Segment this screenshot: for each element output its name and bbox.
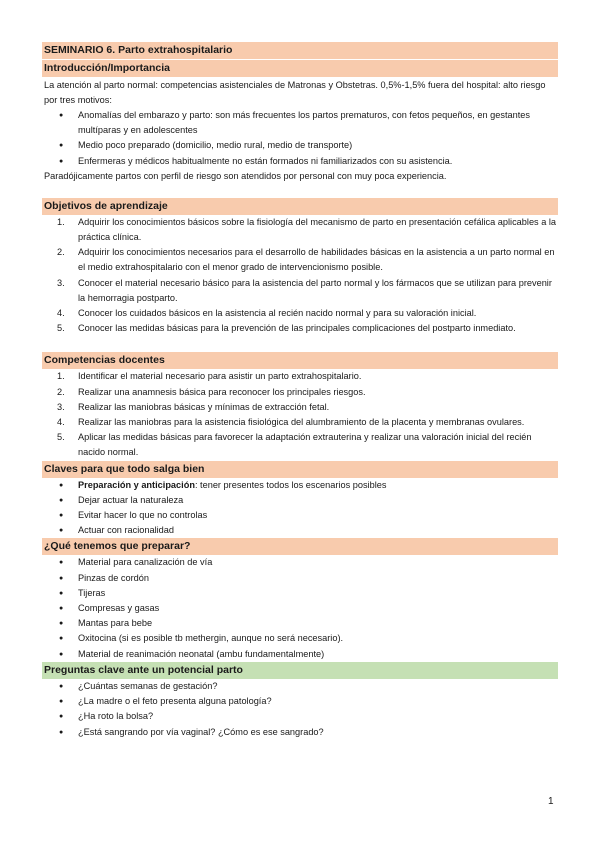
intro-heading: Introducción/Importancia (42, 60, 558, 77)
list-item: ● Enfermeras y médicos habitualmente no están formados ni familiarizados con su asistencia. (42, 154, 558, 169)
list-item (42, 415, 558, 430)
intro-closing: Paradójicamente partos con perfil de riesgo son atendidos por personal con muy poca experiencia. (44, 170, 447, 181)
document-title: SEMINARIO 6. Parto extrahospitalario (42, 42, 558, 59)
list-item (42, 215, 558, 245)
preparar-heading: ¿Qué tenemos que preparar? (42, 538, 558, 555)
list-item: ● Tijeras (42, 586, 558, 601)
item-number: 1. (57, 216, 65, 227)
item-text: Realizar las maniobras básicas y mínimas de extracción fetal. (78, 401, 330, 412)
list-item (42, 430, 558, 460)
item-number: 4. (57, 417, 65, 428)
preparar-list (42, 555, 558, 661)
item-number: 2. (57, 247, 65, 258)
preguntas-heading: Preguntas clave ante un potencial parto (42, 662, 558, 679)
item-number: 5. (57, 432, 65, 443)
list-item (42, 400, 558, 415)
list-item: ● ¿Está sangrando por vía vaginal? ¿Cómo es ese sangrado? (42, 725, 558, 740)
list-item (42, 276, 558, 306)
item-number: 3. (57, 277, 65, 288)
item-text: Conocer los cuidados básicos en la asistencia al recién nacido normal y para su valoración inicial. (78, 308, 477, 319)
item-number: 5. (57, 323, 65, 334)
item-text: Realizar una anamnesis básica para reconocer los principales riesgos. (78, 386, 366, 397)
competencias-heading: Competencias docentes (42, 352, 558, 369)
item-number: 3. (57, 401, 65, 412)
claves-heading: Claves para que todo salga bien (42, 461, 558, 478)
preguntas-list (42, 679, 558, 740)
item-text: Realizar las maniobras para la asistencia fisiológica del alumbramiento de la placenta y membranas ovulares. (78, 417, 525, 428)
item-number: 2. (57, 386, 65, 397)
list-item (42, 369, 558, 384)
list-item: ● ¿Ha roto la bolsa? (42, 709, 558, 724)
list-item: ● ¿Cuántas semanas de gestación? (42, 679, 558, 694)
item-text: Adquirir los conocimientos necesarios para el desarrollo de habilidades básicas en la asistencia a un parto normal en el medio extrahospitalario con el menor grado de intervencionismo posible. (78, 247, 555, 273)
list-item (42, 245, 558, 275)
list-item: ● Pinzas de cordón (42, 571, 558, 586)
document-page (42, 42, 558, 740)
list-item (42, 321, 558, 336)
list-item: ● Material de reanimación neonatal (ambu fundamentalmente) (42, 647, 558, 662)
objetivos-list (42, 215, 558, 337)
list-item: ● Medio poco preparado (domicilio, medio rural, medio de transporte) (42, 138, 558, 153)
list-item: ● ¿La madre o el feto presenta alguna patología? (42, 694, 558, 709)
item-number: 4. (57, 308, 65, 319)
list-item: ● Dejar actuar la naturaleza (42, 493, 558, 508)
item-text: Adquirir los conocimientos básicos sobre la fisiología del mecanismo de parto en presentación cefálica aplicables a la práctica clínica. (78, 216, 557, 243)
list-item: ● Evitar hacer lo que no controlas (42, 508, 558, 523)
item-text: Aplicar las medidas básicas para favorecer la adaptación extrauterina y realizar una valoración inicial del recién nacido normal. (78, 432, 532, 458)
item-text: Identificar el material necesario para asistir un parto extrahospitalario. (78, 371, 362, 382)
list-item: ● Compresas y gasas (42, 601, 558, 616)
item-text: : tener presentes todos los escenarios posibles (194, 479, 387, 490)
list-item: ● Actuar con racionalidad (42, 523, 558, 538)
item-number: 1. (57, 371, 65, 382)
item-text: Conocer el material necesario básico para la asistencia del parto normal y los fármacos que se utilizan para prevenir la hemorragia postparto. (78, 277, 552, 303)
list-item: ● Oxitocina (si es posible tb methergin, aunque no será necesario). (42, 631, 558, 646)
list-item (42, 478, 558, 493)
intro-text: La atención al parto normal: competencias asistenciales de Matronas y Obstetras. 0,5%-1,5% fuera del hospital: alto riesgo por tres motivos: (44, 80, 546, 105)
claves-list (42, 478, 558, 539)
competencias-list (42, 369, 558, 460)
bold-lead: Preparación y anticipación (78, 479, 195, 490)
list-item: ● Mantas para bebe (42, 616, 558, 631)
list-item: ● Anomalías del embarazo y parto: son más frecuentes los partos prematuros, con fetos pequeños, en gestantes multíparas y en adolescentes (42, 108, 558, 138)
item-text: Conocer las medidas básicas para la prevención de las principales complicaciones del postparto inmediato. (78, 323, 516, 334)
intro-bullet-list (42, 108, 558, 169)
list-item (42, 385, 558, 400)
list-item: ● Material para canalización de vía (42, 555, 558, 570)
list-item (42, 306, 558, 321)
page-number: 1 (548, 796, 554, 807)
objetivos-heading: Objetivos de aprendizaje (42, 198, 558, 215)
